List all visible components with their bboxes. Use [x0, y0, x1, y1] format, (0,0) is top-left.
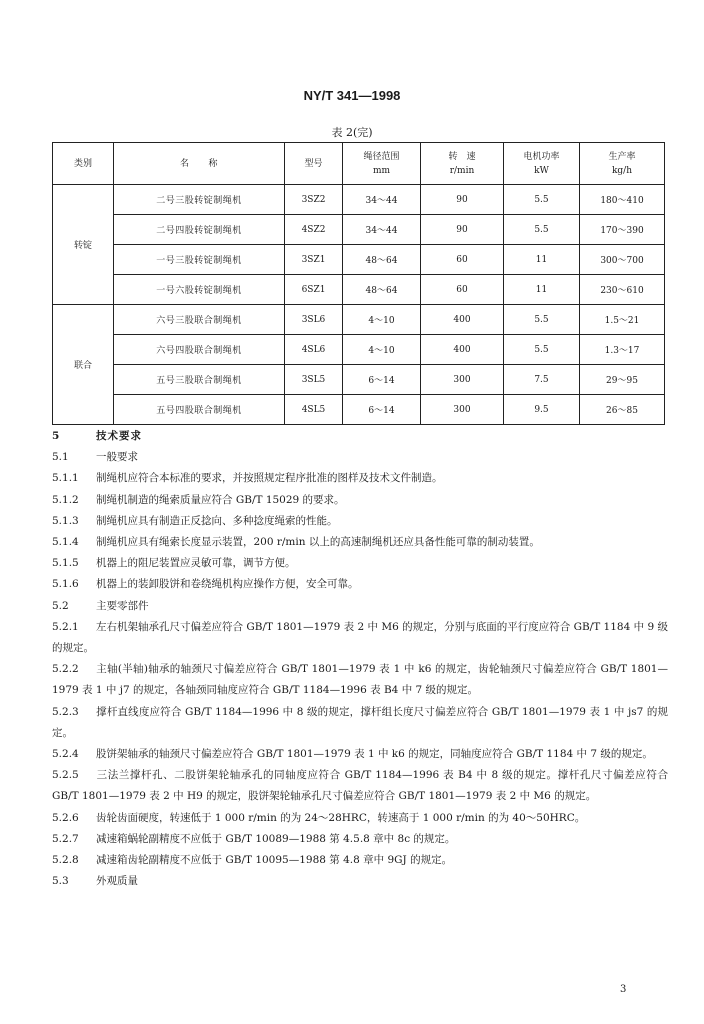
name-cell: 五号三股联合制绳机	[114, 365, 285, 395]
page-number: 3	[620, 984, 627, 995]
header-power: 电机功率 kW	[504, 143, 580, 185]
capacity-cell: 170～390	[580, 215, 665, 245]
power-cell: 5.5	[504, 215, 580, 245]
diameter-cell: 4～10	[343, 335, 421, 365]
clause-number: 5.2.6	[52, 811, 79, 824]
capacity-cell: 1.3～17	[580, 335, 665, 365]
clause-text: 股饼架轴承的轴颈尺寸偏差应符合 GB/T 1801—1979 表 1 中 k6 的规定，同轴度应符合 GB/T 1184 中 7 级的规定。	[96, 748, 653, 761]
clause-number: 5.1.5	[52, 557, 79, 570]
capacity-cell: 230～610	[580, 275, 665, 305]
diameter-cell: 6～14	[343, 395, 421, 425]
clause-paragraph	[52, 871, 668, 892]
name-cell: 一号三股转锭制绳机	[114, 245, 285, 275]
model-cell: 3SL6	[285, 305, 343, 335]
power-cell: 5.5	[504, 185, 580, 215]
clause-text: 撑杆直线度应符合 GB/T 1184—1996 中 8 级的规定，撑杆组长度尺寸偏差应符合 GB/T 1801—1979 表 1 中 js7 的规定。	[52, 705, 668, 739]
header-capacity: 生产率 kg/h	[580, 143, 665, 185]
power-cell: 11	[504, 245, 580, 275]
name-cell: 六号三股联合制绳机	[114, 305, 285, 335]
category-cell: 联合	[53, 305, 114, 425]
table-row	[53, 245, 665, 275]
power-cell: 9.5	[504, 395, 580, 425]
clause-text: 制绳机应具有制造正反捻向、多种捻度绳索的性能。	[96, 514, 338, 527]
speed-cell: 300	[421, 395, 504, 425]
clause-number: 5.2.5	[52, 769, 79, 782]
model-cell: 6SZ1	[285, 275, 343, 305]
clause-text: 制绳机应具有绳索长度显示装置，200 r/min 以上的高速制绳机还应具备性能可靠的制动装置。	[96, 536, 540, 549]
speed-cell: 90	[421, 185, 504, 215]
name-cell: 二号四股转锭制绳机	[114, 215, 285, 245]
clause-paragraph	[52, 426, 668, 447]
table-row	[53, 305, 665, 335]
table-caption: 表 2(完)	[331, 126, 373, 139]
spec-table	[52, 142, 665, 425]
clause-paragraph	[52, 829, 668, 850]
clause-text: 一般要求	[96, 451, 138, 464]
clause-text: 主要零部件	[96, 599, 149, 612]
clause-number: 5	[52, 430, 61, 442]
clause-paragraph	[52, 850, 668, 871]
clause-paragraph	[52, 596, 668, 617]
header-category: 类别	[53, 143, 114, 185]
category-cell: 转锭	[53, 185, 114, 305]
clause-number: 5.2.3	[52, 705, 79, 718]
clause-text: 制绳机制造的绳索质量应符合 GB/T 15029 的要求。	[96, 493, 345, 506]
model-cell: 3SZ1	[285, 245, 343, 275]
clause-paragraph	[52, 511, 668, 532]
header-name: 名 称	[114, 143, 285, 185]
power-cell: 11	[504, 275, 580, 305]
diameter-cell: 48～64	[343, 245, 421, 275]
clause-number: 5.3	[52, 875, 69, 888]
header-diameter: 绳径范围 mm	[343, 143, 421, 185]
header-model: 型号	[285, 143, 343, 185]
capacity-cell: 1.5～21	[580, 305, 665, 335]
clause-text: 技术要求	[96, 430, 142, 442]
clause-number: 5.1.3	[52, 514, 79, 527]
clause-number: 5.1.4	[52, 536, 79, 549]
clause-text: 减速箱齿轮副精度不应低于 GB/T 10095—1988 第 4.8 章中 9GJ 的规定。	[96, 854, 453, 867]
speed-cell: 400	[421, 305, 504, 335]
clause-paragraph	[52, 574, 668, 595]
clause-text: 三法兰撑杆孔、二股饼架轮轴承孔的同轴度应符合 GB/T 1184—1996 表 B4 中 8 级的规定。撑杆孔尺寸偏差应符合 GB/T 1801—1979 表 2 中 H9 的规定，股饼架轮轴承孔尺寸偏差应符合 GB/T 1801—1979 表 2 中 M6 的规定。	[52, 769, 668, 803]
power-cell: 7.5	[504, 365, 580, 395]
clause-number: 5.1	[52, 451, 69, 464]
clause-text: 制绳机应符合本标准的要求，并按照规定程序批准的图样及技术文件制造。	[96, 472, 443, 485]
clause-paragraph	[52, 702, 668, 744]
model-cell: 4SZ2	[285, 215, 343, 245]
clause-paragraph	[52, 468, 668, 489]
capacity-cell: 180～410	[580, 185, 665, 215]
clause-text: 主轴(半轴)轴承的轴颈尺寸偏差应符合 GB/T 1801—1979 表 1 中 k6 的规定，齿轮轴颈尺寸偏差应符合 GB/T 1801—1979 表 1 中 j7 的规定，各轴颈同轴度应符合 GB/T 1184—1996 表 B4 中 7 级的规定。	[52, 663, 668, 697]
speed-cell: 400	[421, 335, 504, 365]
power-cell: 5.5	[504, 305, 580, 335]
table-row	[53, 185, 665, 215]
clause-number: 5.1.2	[52, 493, 79, 506]
model-cell: 3SZ2	[285, 185, 343, 215]
name-cell: 六号四股联合制绳机	[114, 335, 285, 365]
model-cell: 4SL5	[285, 395, 343, 425]
clause-paragraph	[52, 617, 668, 659]
table-body	[53, 185, 665, 425]
clause-paragraph	[52, 532, 668, 553]
table-row	[53, 395, 665, 425]
clause-paragraph	[52, 447, 668, 468]
model-cell: 4SL6	[285, 335, 343, 365]
clause-text: 减速箱蜗轮副精度不应低于 GB/T 10089—1988 第 4.5.8 章中 8c 的规定。	[96, 832, 456, 845]
capacity-cell: 26～85	[580, 395, 665, 425]
clause-number: 5.2	[52, 599, 69, 612]
speed-cell: 300	[421, 365, 504, 395]
header-speed: 转 速 r/min	[421, 143, 504, 185]
clause-text: 外观质量	[96, 875, 138, 888]
clause-number: 5.2.2	[52, 663, 79, 676]
table-row	[53, 275, 665, 305]
body-text	[52, 426, 668, 892]
diameter-cell: 48～64	[343, 275, 421, 305]
clause-paragraph	[52, 490, 668, 511]
clause-text: 机器上的阻尼装置应灵敏可靠，调节方便。	[96, 557, 296, 570]
name-cell: 二号三股转锭制绳机	[114, 185, 285, 215]
diameter-cell: 34～44	[343, 185, 421, 215]
capacity-cell: 300～700	[580, 245, 665, 275]
table-header-row	[53, 143, 665, 185]
clause-number: 5.2.4	[52, 748, 79, 761]
clause-text: 左右机架轴承孔尺寸偏差应符合 GB/T 1801—1979 表 2 中 M6 的规定，分别与底面的平行度应符合 GB/T 1184 中 9 级的规定。	[52, 620, 668, 655]
clause-number: 5.2.7	[52, 832, 79, 845]
clause-paragraph	[52, 765, 668, 807]
diameter-cell: 4～10	[343, 305, 421, 335]
table-row	[53, 335, 665, 365]
clause-text: 机器上的装卸股饼和卷绕绳机构应操作方便，安全可靠。	[96, 578, 359, 591]
speed-cell: 60	[421, 245, 504, 275]
clause-paragraph	[52, 744, 668, 765]
clause-paragraph	[52, 659, 668, 701]
name-cell: 五号四股联合制绳机	[114, 395, 285, 425]
table-row	[53, 365, 665, 395]
clause-number: 5.1.6	[52, 578, 79, 591]
table-row	[53, 215, 665, 245]
clause-paragraph	[52, 808, 668, 829]
standard-code-header: NY/T 341—1998	[303, 88, 401, 103]
diameter-cell: 34～44	[343, 215, 421, 245]
capacity-cell: 29～95	[580, 365, 665, 395]
power-cell: 5.5	[504, 335, 580, 365]
clause-number: 5.2.1	[52, 620, 79, 633]
name-cell: 一号六股转锭制绳机	[114, 275, 285, 305]
clause-text: 齿轮齿面硬度，转速低于 1 000 r/min 的为 24～28HRC，转速高于 1 000 r/min 的为 40～50HRC。	[96, 811, 586, 824]
clause-number: 5.2.8	[52, 854, 79, 867]
clause-number: 5.1.1	[52, 472, 79, 485]
model-cell: 3SL5	[285, 365, 343, 395]
speed-cell: 60	[421, 275, 504, 305]
clause-paragraph	[52, 553, 668, 574]
diameter-cell: 6～14	[343, 365, 421, 395]
speed-cell: 90	[421, 215, 504, 245]
